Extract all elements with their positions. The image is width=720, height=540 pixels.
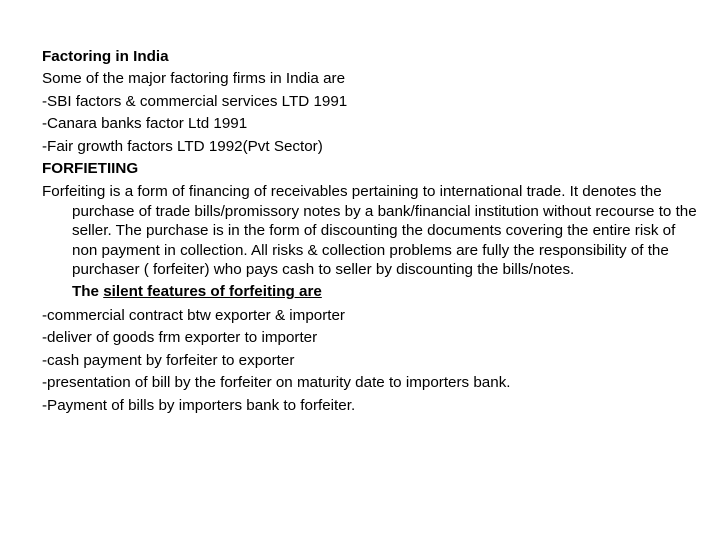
firm-item: -Fair growth factors LTD 1992(Pvt Sector) xyxy=(42,137,323,155)
forfeiting-paragraph: Forfeiting is a form of financing of receivables pertaining to international trade. It denotes the purchase of trade bills/promissory notes by a bank/financial institution without recourse to the seller. The purchase is in the form of discounting the documents covering the entire risk of non payment in collection. All risks & collection problems are fully the responsibility of the purchaser ( forfeiter) who pays cash to seller by discounting the bills/notes. xyxy=(42,183,697,279)
forfeiting-heading: FORFIETIING xyxy=(42,160,139,178)
slide-title: Factoring in India xyxy=(42,48,169,65)
firm-item: -SBI factors & commercial services LTD 1991 xyxy=(42,92,348,110)
feature-item: -cash payment by forfeiter to exporter xyxy=(42,351,295,369)
slide-content xyxy=(42,46,702,417)
intro-text: Some of the major factoring firms in India are xyxy=(42,70,346,88)
firm-item: -Canara banks factor Ltd 1991 xyxy=(42,115,248,133)
feature-item: -Payment of bills by importers bank to forfeiter. xyxy=(42,396,356,414)
features-heading-prefix: The xyxy=(72,283,104,301)
features-heading-underlined: silent features of forfeiting are xyxy=(103,283,322,301)
features-heading xyxy=(42,282,702,301)
feature-item: -commercial contract btw exporter & importer xyxy=(42,306,345,324)
feature-item: -deliver of goods frm exporter to importer xyxy=(42,329,318,347)
feature-item: -presentation of bill by the forfeiter on maturity date to importers bank. xyxy=(42,374,511,392)
